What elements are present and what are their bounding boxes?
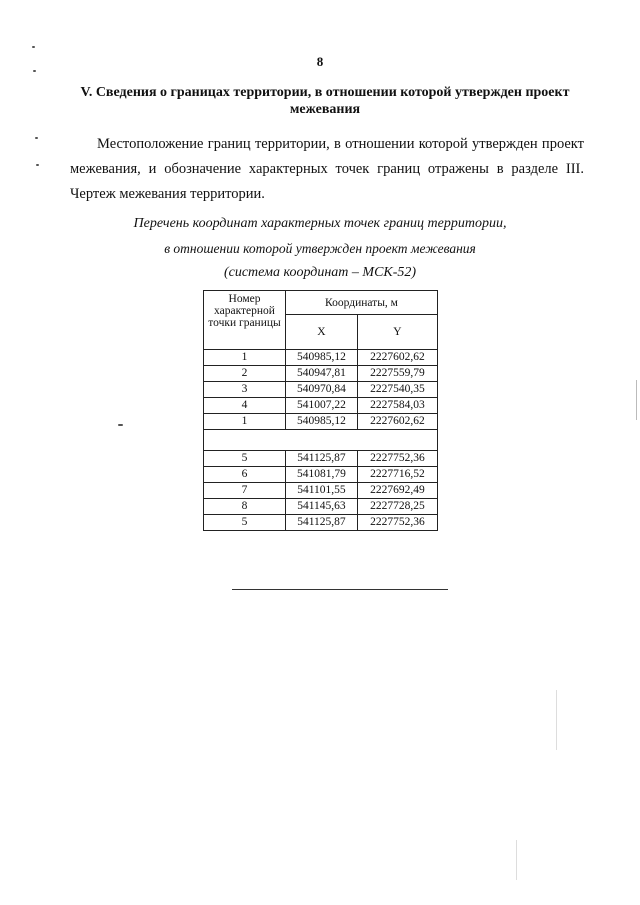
x-cell: 541081,79 [286,467,358,483]
table-row [204,382,438,398]
table-row [204,515,438,531]
x-cell: 541007,22 [286,398,358,414]
point-number-cell: 3 [204,382,286,398]
header-y: Y [357,315,437,350]
scan-edge-line [556,690,557,750]
y-cell: 2227728,25 [357,499,437,515]
section-title: V. Сведения о границах территории, в отношении которой утвержден проект межевания [80,85,570,117]
x-cell: 541125,87 [286,515,358,531]
x-cell: 541101,55 [286,483,358,499]
point-number-cell: 5 [204,451,286,467]
y-cell: 2227584,03 [357,398,437,414]
scan-speck [118,424,123,426]
table-caption-line-1: Перечень координат характерных точек границ территории, [133,216,507,231]
coordinates-table [203,290,438,531]
x-cell: 540947,81 [286,366,358,382]
scan-speck [33,70,36,72]
table-row [204,451,438,467]
table-row [204,398,438,414]
table-row [204,483,438,499]
point-number-cell: 1 [204,414,286,430]
y-cell: 2227752,36 [357,451,437,467]
footer-rule [232,589,448,590]
y-cell: 2227692,49 [357,483,437,499]
header-point-number: Номер характерной точки границы [204,291,286,350]
scan-edge-line [636,380,637,420]
table-caption-line-3: (система координат – МСК-52) [223,265,417,280]
x-cell: 540970,84 [286,382,358,398]
y-cell: 2227752,36 [357,515,437,531]
x-cell: 541145,63 [286,499,358,515]
header-x: X [286,315,358,350]
point-number-cell: 8 [204,499,286,515]
y-cell: 2227602,62 [357,414,437,430]
scan-speck [36,164,39,166]
point-number-cell: 5 [204,515,286,531]
body-paragraph: Местоположение границ территории, в отношении которой утвержден проект межевания, и обозначение характерных точек границ отражены в разделе III. Чертеж межевания территории. [70,136,584,202]
header-coordinates: Координаты, м [286,291,438,315]
page-number: 8 [316,54,324,69]
x-cell: 540985,12 [286,414,358,430]
scan-speck [32,46,35,48]
point-number-cell: 7 [204,483,286,499]
y-cell: 2227559,79 [357,366,437,382]
scan-edge-line [516,840,517,880]
separator-cell [204,430,438,451]
table-row [204,414,438,430]
scan-speck [35,137,38,139]
table-caption-line-2: в отношении которой утвержден проект межевания [164,241,476,256]
y-cell: 2227540,35 [357,382,437,398]
y-cell: 2227716,52 [357,467,437,483]
point-number-cell: 2 [204,366,286,382]
table-row [204,467,438,483]
table-row [204,350,438,366]
point-number-cell: 6 [204,467,286,483]
table-row [204,366,438,382]
point-number-cell: 4 [204,398,286,414]
point-number-cell: 1 [204,350,286,366]
y-cell: 2227602,62 [357,350,437,366]
x-cell: 540985,12 [286,350,358,366]
x-cell: 541125,87 [286,451,358,467]
table-row [204,499,438,515]
table-separator-row [204,430,438,451]
